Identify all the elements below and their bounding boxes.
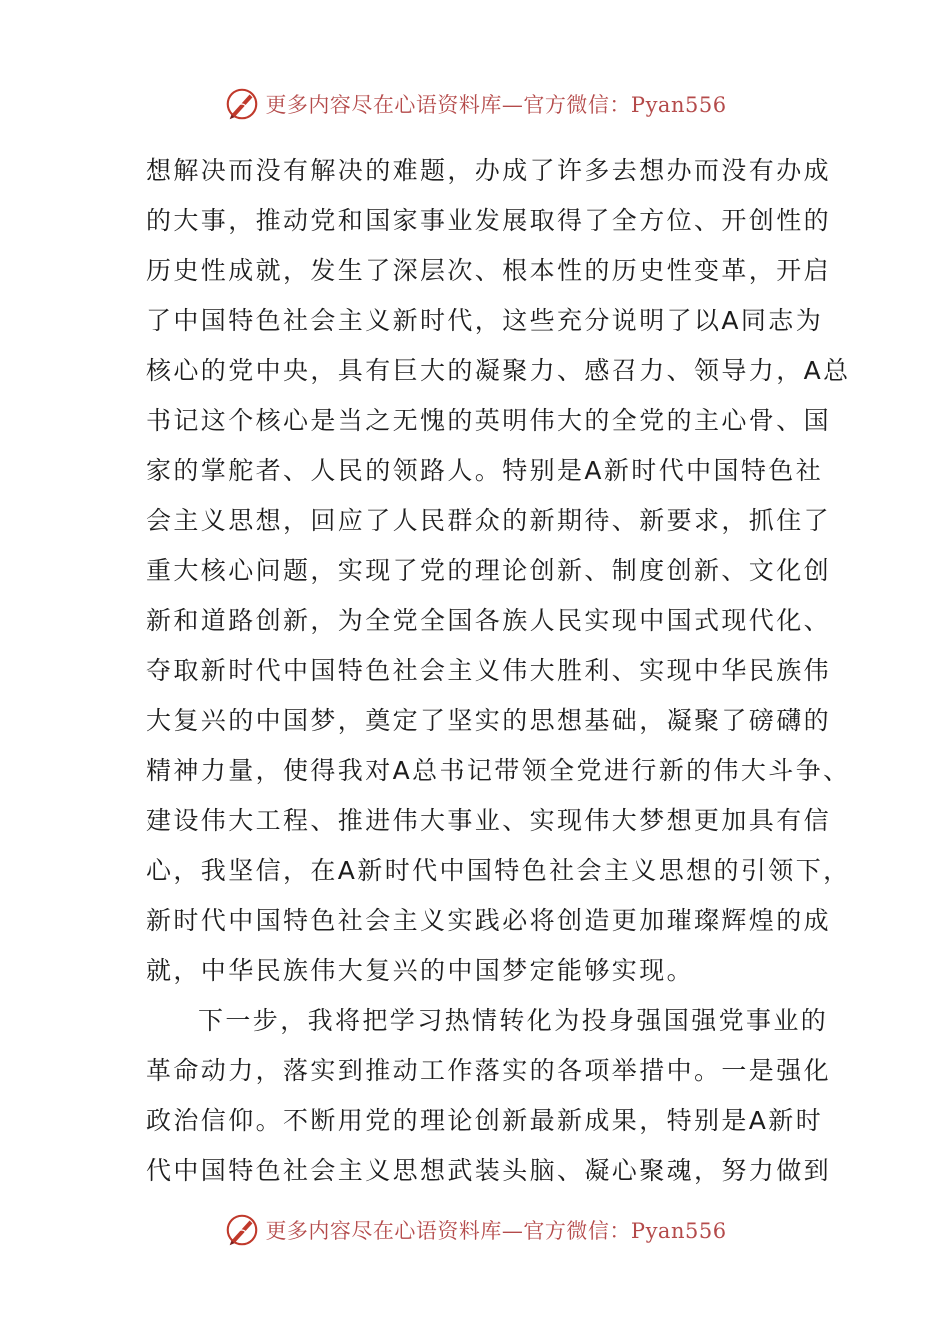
banner-text: 更多内容尽在心语资料库—官方微信：Pyan556 [265,93,727,117]
text-line: 书记这个核心是当之无愧的英明伟大的全党的主心骨、国 [146,406,832,435]
footer-banner [0,1210,950,1250]
pen-circle-logo-icon [223,85,261,123]
text-line: 代中国特色社会主义思想武装头脑、凝心聚魂，努力做到 [146,1156,832,1185]
banner-text: 更多内容尽在心语资料库—官方微信：Pyan556 [265,1219,727,1243]
header-banner [0,84,950,124]
text-line: 历史性成就，发生了深层次、根本性的历史性变革，开启 [146,256,832,285]
text-line: 会主义思想，回应了人民群众的新期待、新要求，抓住了 [146,506,832,535]
text-line: 新和道路创新，为全党全国各族人民实现中国式现代化、 [146,606,832,635]
text-line: 政治信仰。不断用党的理论创新最新成果，特别是A新时 [146,1106,824,1135]
text-line: 夺取新时代中国特色社会主义伟大胜利、实现中华民族伟 [146,656,832,685]
text-line: 了中国特色社会主义新时代，这些充分说明了以A同志为 [146,306,824,335]
text-line: 心，我坚信，在A新时代中国特色社会主义思想的引领下， [146,856,851,885]
text-line: 的大事，推动党和国家事业发展取得了全方位、开创性的 [146,206,832,235]
text-line: 新时代中国特色社会主义实践必将创造更加璀璨辉煌的成 [146,906,832,935]
text-line: 想解决而没有解决的难题，办成了许多去想办而没有办成 [146,156,832,185]
text-line: 就，中华民族伟大复兴的中国梦定能够实现。 [146,956,695,985]
paragraph [146,146,851,996]
text-line: 重大核心问题，实现了党的理论创新、制度创新、文化创 [146,556,832,585]
text-line: 建设伟大工程、推进伟大事业、实现伟大梦想更加具有信 [146,806,832,835]
document-body [146,146,851,1196]
text-line: 大复兴的中国梦，奠定了坚实的思想基础，凝聚了磅礴的 [146,706,832,735]
pen-circle-logo-icon [223,1211,261,1249]
text-line: 家的掌舵者、人民的领路人。特别是A新时代中国特色社 [146,456,824,485]
text-line: 精神力量，使得我对A总书记带领全党进行新的伟大斗争、 [146,756,851,785]
paragraph [146,996,832,1196]
text-line: 核心的党中央，具有巨大的凝聚力、感召力、领导力，A总 [146,356,851,385]
text-line: 下一步，我将把学习热情转化为投身强国强党事业的 [198,1006,829,1035]
text-line: 革命动力，落实到推动工作落实的各项举措中。一是强化 [146,1056,832,1085]
